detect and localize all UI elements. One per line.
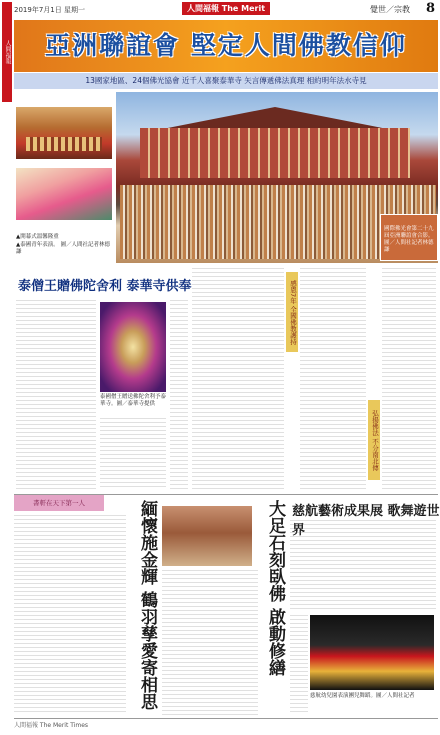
- art-article-title: 慈航藝術成果展 歌舞遊世界: [292, 504, 440, 538]
- headline-banner: [14, 20, 438, 72]
- main-article-body-3: [382, 268, 436, 490]
- left-photo-caption-1: ▲開幕式溫馨隆重: [16, 234, 59, 240]
- art-article-body: [290, 520, 436, 612]
- relic-article-body: [16, 300, 96, 490]
- headline-title: 亞洲聯誼會 堅定人間佛教信仰: [45, 31, 407, 60]
- reclining-buddha-photo: [162, 506, 252, 566]
- column-title: 緬懷施金輝 鶴羽孳愛寄相思: [137, 500, 157, 710]
- buddha-article-body: [162, 570, 258, 715]
- relic-article-body-3: [100, 418, 166, 490]
- relic-photo: [100, 302, 166, 392]
- dance-performance-photo: [310, 615, 434, 690]
- youth-performance-photo: [16, 168, 112, 220]
- relic-article-body-2: [170, 300, 188, 490]
- page-number: 8: [426, 1, 436, 16]
- issue-date: 2019年7月1日 星期一: [14, 6, 85, 14]
- main-article-body-1: [192, 268, 284, 490]
- relic-article-title: 泰僧王贈佛陀舍利 泰華寺供奉: [18, 279, 192, 294]
- buddha-article-title: 大足石刻臥佛 啟動修繕: [265, 500, 285, 676]
- newspaper-logo: 人間福報 The Merit: [182, 2, 270, 15]
- left-photo-caption-2: ▲泰國青年表演。 圖／人間社記者林德謙: [16, 242, 110, 255]
- art-article-body-2: [290, 615, 308, 715]
- dance-photo-caption: 慈航幼兒園表演團兒舞蹈。圖／人間社記者: [310, 693, 415, 699]
- column-body: [14, 515, 126, 715]
- section-name: 覺世／宗教: [370, 5, 410, 14]
- relic-photo-caption: 泰國僧王贈送佛陀舍利予泰華寺。圖／泰華寺提供: [100, 394, 167, 407]
- highlight-2: 弘揚佛法 不分南北傳: [368, 400, 380, 480]
- main-article-body-2: [300, 268, 366, 490]
- temple-hall: [140, 128, 410, 178]
- highlight-1: 感恩7年 全國佛教護持: [286, 272, 298, 352]
- footer: 人間福報 The Merit Times: [14, 718, 438, 733]
- side-strip: 人間福報: [2, 2, 12, 102]
- column-label: 書軒在天下第一人: [14, 495, 104, 511]
- group-photo-caption: 國際佛光會第二十九屆亞洲聯誼會合影。圖／人間社記者林德謙: [384, 226, 434, 253]
- headline-subtitle: 13國家地區、24個佛光協會 近千人喜聚泰華寺 矢言傳遞佛法真理 相約明年法水寺見: [14, 73, 438, 89]
- opening-ceremony-photo: [16, 107, 112, 159]
